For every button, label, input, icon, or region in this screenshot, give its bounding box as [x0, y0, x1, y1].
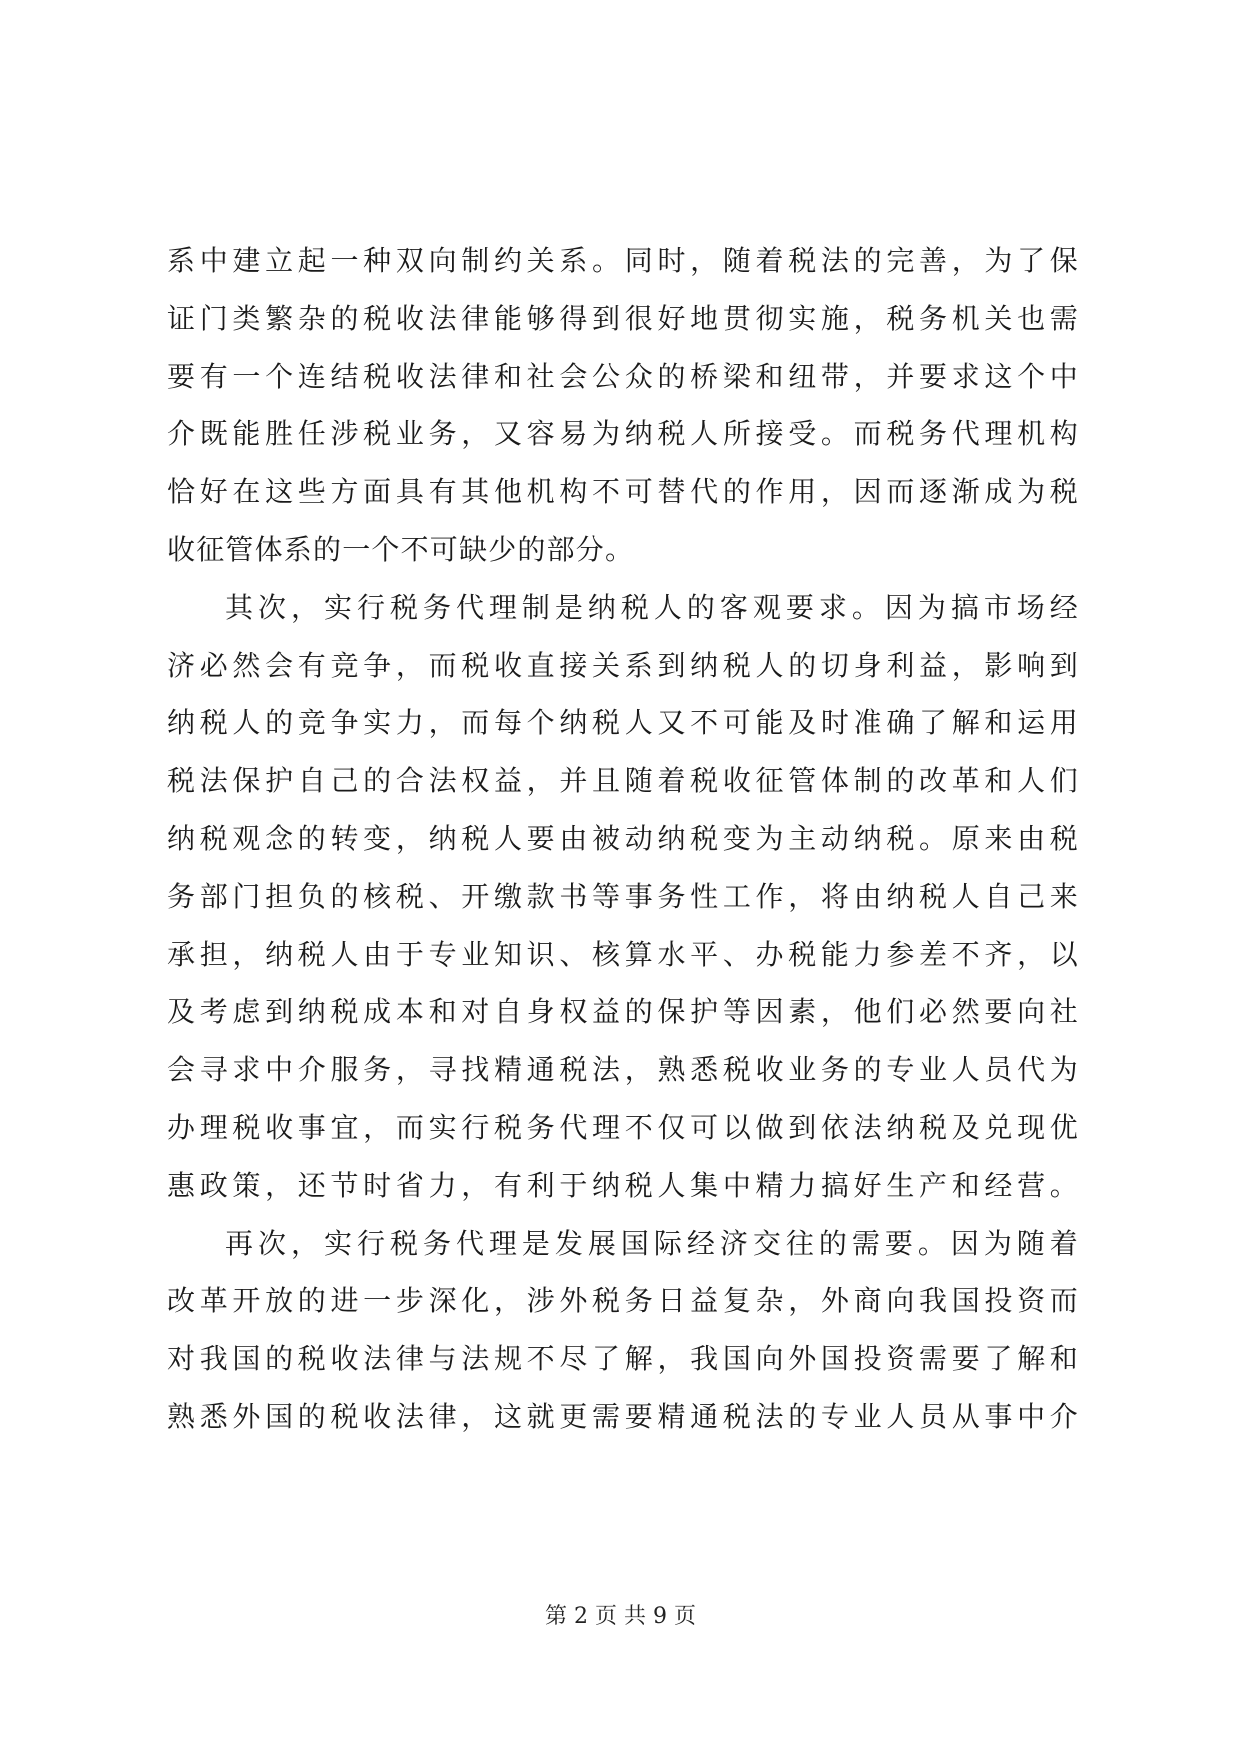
text-line: 及考虑到纳税成本和对自身权益的保护等因素，他们必然要向社 — [167, 995, 1079, 1029]
text-line: 纳税观念的转变，纳税人要由被动纳税变为主动纳税。原来由税 — [167, 821, 1079, 855]
text-line: 熟悉外国的税收法律，这就更需要精通税法的专业人员从事中介 — [167, 1399, 1079, 1433]
text-line: 系中建立起一种双向制约关系。同时，随着税法的完善，为了保 — [167, 244, 1079, 277]
paragraph-first-line: 再次，实行税务代理是发展国际经济交往的需要。因为随着 — [225, 1226, 1079, 1260]
text-line: 济必然会有竞争，而税收直接关系到纳税人的切身利益，影响到 — [167, 648, 1079, 682]
text-line: 纳税人的竞争实力，而每个纳税人又不可能及时准确了解和运用 — [167, 706, 1079, 740]
page-number-footer: 第 2 页 共 9 页 — [545, 1604, 696, 1629]
text-line: 税法保护自己的合法权益，并且随着税收征管体制的改革和人们 — [167, 764, 1079, 798]
text-line: 务部门担负的核税、开缴款书等事务性工作，将由纳税人自己来 — [167, 879, 1079, 913]
text-line: 介既能胜任涉税业务，又容易为纳税人所接受。而税务代理机构 — [167, 417, 1079, 451]
text-line: 收征管体系的一个不可缺少的部分。 — [167, 532, 635, 566]
document-body — [167, 232, 1079, 1446]
text-line: 对我国的税收法律与法规不尽了解，我国向外国投资需要了解和 — [167, 1342, 1079, 1376]
text-line: 惠政策，还节时省力，有利于纳税人集中精力搞好生产和经营。 — [167, 1168, 1079, 1202]
text-line: 证门类繁杂的税收法律能够得到很好地贯彻实施，税务机关也需 — [167, 301, 1079, 335]
text-line: 办理税收事宜，而实行税务代理不仅可以做到依法纳税及兑现优 — [167, 1110, 1079, 1144]
text-line: 要有一个连结税收法律和社会公众的桥梁和纽带，并要求这个中 — [167, 359, 1079, 393]
text-line: 会寻求中介服务，寻找精通税法，熟悉税收业务的专业人员代为 — [167, 1053, 1079, 1087]
text-line: 改革开放的进一步深化，涉外税务日益复杂，外商向我国投资而 — [167, 1284, 1079, 1318]
text-line: 承担，纳税人由于专业知识、核算水平、办税能力参差不齐，以 — [167, 937, 1079, 971]
paragraph-first-line: 其次，实行税务代理制是纳税人的客观要求。因为搞市场经 — [225, 590, 1079, 624]
text-line: 恰好在这些方面具有其他机构不可替代的作用，因而逐渐成为税 — [167, 475, 1079, 509]
